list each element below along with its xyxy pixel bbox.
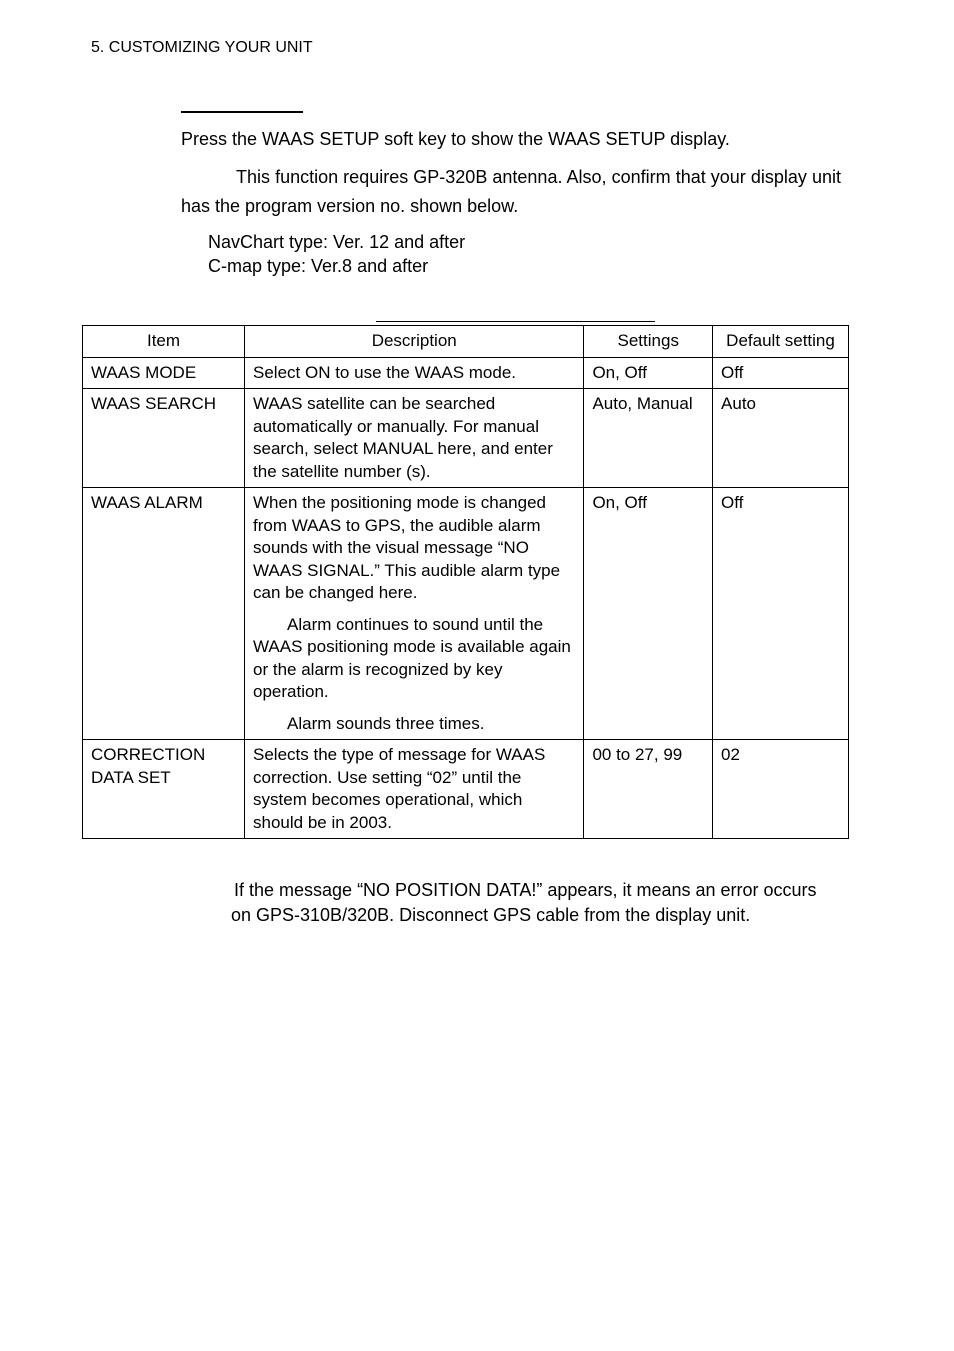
cell-default: 02 — [713, 740, 849, 839]
waas-setup-table — [82, 325, 849, 839]
cell-default: Off — [713, 357, 849, 389]
cell-settings: On, Off — [584, 488, 713, 740]
table-row — [83, 740, 849, 839]
chapter-header: 5. CUSTOMIZING YOUR UNIT — [91, 39, 313, 56]
cell-item: WAAS MODE — [83, 357, 245, 389]
cell-settings: Auto, Manual — [584, 389, 713, 488]
header-item: Item — [83, 326, 245, 358]
version-item-navchart: NavChart type: Ver. 12 and after — [208, 232, 466, 252]
table-row — [83, 389, 849, 488]
header-default: Default setting — [713, 326, 849, 358]
table-row — [83, 488, 849, 740]
description-main: When the positioning mode is changed from WAAS to GPS, the audible alarm sounds with the visual message “NO WAAS SIGNAL.” This audible alarm type can be changed here. — [253, 493, 561, 602]
header-description: Description — [245, 326, 584, 358]
cell-description — [245, 488, 584, 740]
requirement-text: This function requires GP-320B antenna. Also, confirm that your display unit has the program version no. shown below. — [181, 167, 841, 216]
cell-default: Off — [713, 488, 849, 740]
alarm-note: Alarm continues to sound until the WAAS positioning mode is available again or the alarm is recognized by key operation. — [253, 614, 571, 701]
version-item-cmap: C-map type: Ver.8 and after — [208, 256, 429, 276]
table-header-row — [83, 326, 849, 358]
cell-default: Auto — [713, 389, 849, 488]
header-settings: Settings — [584, 326, 713, 358]
table-title-rule — [376, 321, 655, 322]
version-list — [208, 230, 465, 278]
cell-settings: On, Off — [584, 357, 713, 389]
cell-item: WAAS ALARM — [83, 488, 245, 740]
footnote-text: If the message “NO POSITION DATA!” appears, it means an error occurs on GPS-310B/320B. Disconnect GPS cable from the display unit. — [231, 880, 817, 925]
cell-item: CORRECTION DATA SET — [83, 740, 245, 839]
cell-description: WAAS satellite can be searched automatically or manually. For manual search, select MANUAL here, and enter the satellite number (s). — [245, 389, 584, 488]
alarm-note: Alarm sounds three times. — [287, 713, 485, 733]
cell-description: Selects the type of message for WAAS correction. Use setting “02” until the system becomes operational, which should be in 2003. — [245, 740, 584, 839]
section-heading-rule — [181, 111, 303, 113]
cell-settings: 00 to 27, 99 — [584, 740, 713, 839]
table-row — [83, 357, 849, 389]
cell-item: WAAS SEARCH — [83, 389, 245, 488]
cell-description: Select ON to use the WAAS mode. — [245, 357, 584, 389]
instruction-text: Press the WAAS SETUP soft key to show the WAAS SETUP display. — [181, 129, 730, 149]
